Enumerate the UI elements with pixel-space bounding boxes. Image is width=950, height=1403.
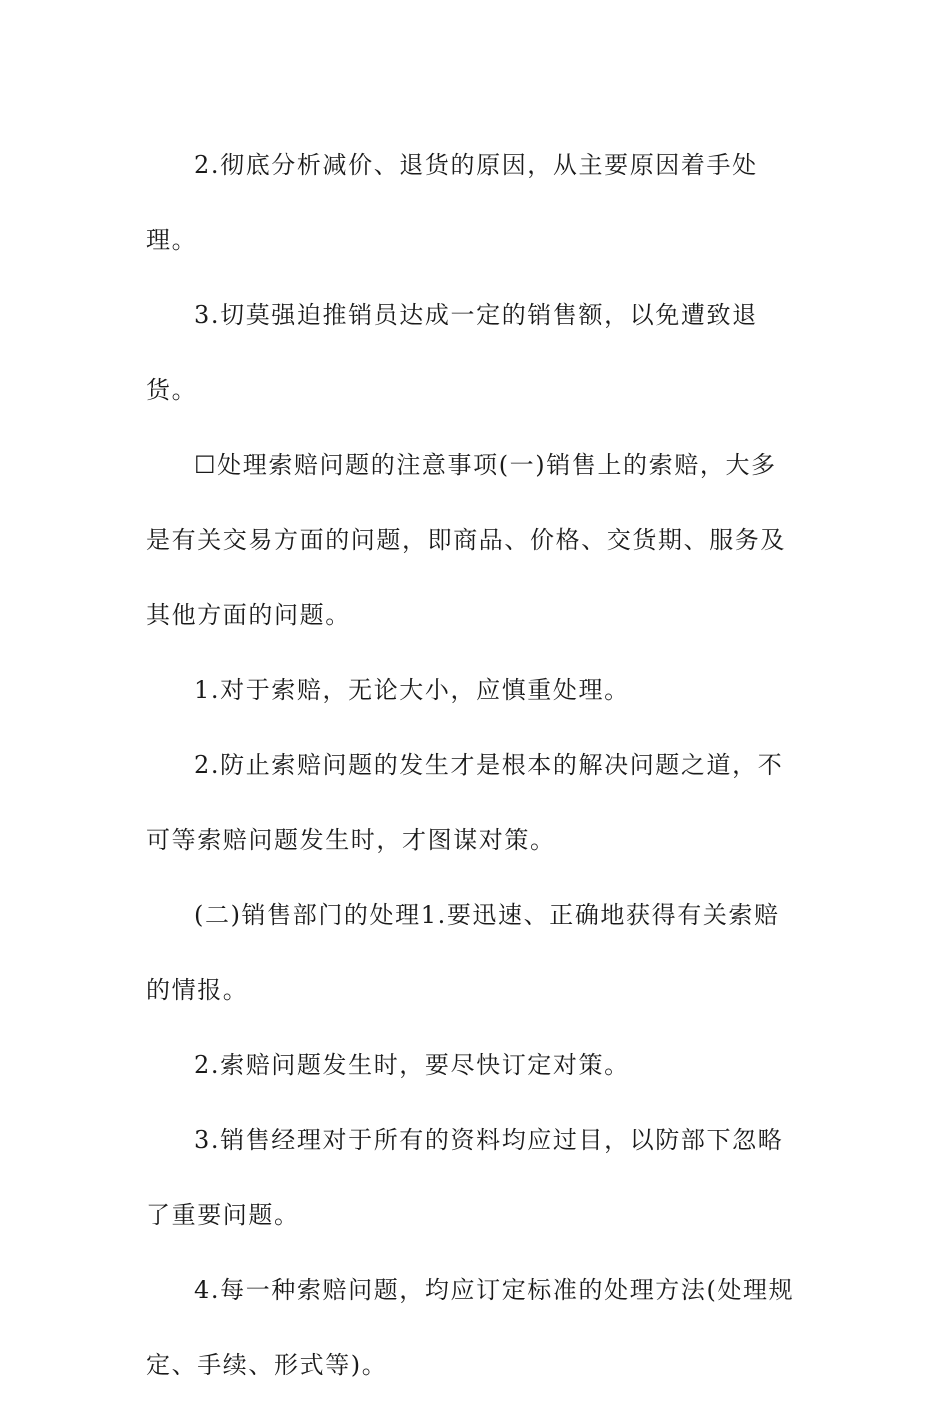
document-body	[146, 128, 796, 1403]
paragraph-7: 2.索赔问题发生时，要尽快订定对策。	[194, 1051, 630, 1079]
paragraph-5: 2.防止索赔问题的发生才是根本的解决问题之道，不可等索赔问题发生时，才图谋对策。	[146, 751, 784, 854]
paragraph-2: 3.切莫强迫推销员达成一定的销售额，以免遭致退货。	[146, 301, 758, 404]
paragraph-6: (二)销售部门的处理1.要迅速、正确地获得有关索赔的情报。	[146, 901, 780, 1004]
paragraph-1: 2.彻底分析减价、退货的原因，从主要原因着手处理。	[146, 151, 758, 254]
paragraph-3: ☐处理索赔问题的注意事项(一)销售上的索赔，大多是有关交易方面的问题，即商品、价格、交货期、服务及其他方面的问题。	[146, 451, 786, 629]
paragraph-8: 3.销售经理对于所有的资料均应过目，以防部下忽略了重要问题。	[146, 1126, 784, 1229]
paragraph-4: 1.对于索赔，无论大小，应慎重处理。	[194, 676, 630, 704]
paragraph-9: 4.每一种索赔问题，均应订定标准的处理方法(处理规定、手续、形式等)。	[146, 1276, 795, 1379]
